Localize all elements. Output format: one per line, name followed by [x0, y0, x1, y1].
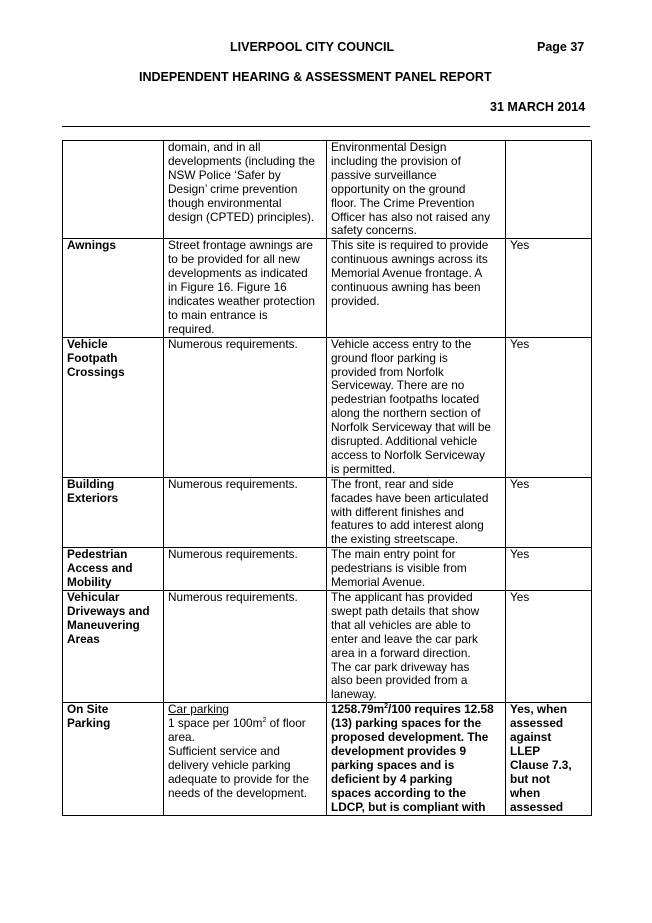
cell-text-line: though environmental [168, 195, 282, 210]
cell-text-line: Officer has also not raised any [331, 209, 491, 224]
cell-text-line: Vehicular [67, 590, 120, 604]
table-row [63, 239, 592, 337]
requirement-cell [164, 141, 327, 239]
cell-text-line: spaces according to the [331, 785, 467, 800]
cell-text-line: The front, rear and side [331, 477, 454, 491]
car-parking-heading: Car parking [168, 702, 229, 717]
cell-text-line: ground floor parking is [331, 350, 448, 365]
table-row [63, 591, 592, 703]
requirement-cell [164, 548, 327, 591]
cell-text-line: Mobility [67, 575, 112, 590]
compliance-cell [506, 239, 592, 337]
cell-text-line: facades have been articulated [331, 490, 489, 505]
cell-text-line: Pedestrian [67, 547, 128, 562]
requirement-cell [164, 239, 327, 337]
table-row [63, 477, 592, 548]
council-name: LIVERPOOL CITY COUNCIL [230, 40, 395, 54]
cell-text-line: Design’ crime prevention [168, 181, 298, 196]
cell-text-line: Vehicle [67, 337, 108, 351]
control-cell [63, 548, 164, 591]
cell-text-line: against [510, 730, 552, 745]
cell-text-line: Maneuvering [67, 617, 140, 632]
cell-text-line: LLEP [510, 743, 541, 758]
cell-text-line: assessed [510, 716, 564, 731]
cell-text-line: Driveways and [67, 603, 150, 618]
compliance-cell [506, 337, 592, 477]
cell-text-line: The main entry point for [331, 547, 456, 562]
cell-text-line: swept path details that show [331, 603, 480, 618]
cell-text-line: to main entrance is [168, 307, 268, 322]
cell-text-line: Numerous requirements. [168, 337, 298, 351]
cell-text-line: access to Norfolk Serviceway [331, 447, 486, 462]
cell-text-line: design (CPTED) principles). [168, 209, 315, 224]
header-divider [62, 126, 590, 127]
cell-text-line: Sufficient service and [168, 743, 280, 758]
cell-text-line: disrupted. Additional vehicle [331, 434, 478, 449]
parking-rate-line: 1 space per $100m^2$ of floor [168, 716, 306, 731]
cell-text-line: needs of the development. [168, 785, 308, 800]
cell-text-line: developments (including the [168, 153, 315, 168]
cell-text-line: provided. [331, 293, 380, 308]
cell-text-line: Awnings [67, 238, 116, 253]
cell-text-line: the existing streetscape. [331, 532, 459, 547]
control-cell [63, 141, 164, 239]
cell-text-line: On Site [67, 702, 109, 717]
cell-text-line: Environmental Design [331, 140, 447, 154]
cell-text-line: when [510, 785, 541, 800]
cell-text-line: Numerous requirements. [168, 547, 298, 562]
parking-calc-line: $1258.79m^2/100$ requires 12.58 [331, 702, 494, 717]
cell-text-line: Yes [510, 590, 530, 604]
cell-text-line: is permitted. [331, 461, 396, 476]
compliance-table [62, 140, 592, 816]
cell-text-line: including the provision of [331, 153, 461, 168]
cell-text-line: Parking [67, 716, 111, 731]
cell-text-line: Memorial Avenue frontage. A [331, 266, 483, 281]
cell-text-line: that all vehicles are able to [331, 617, 471, 632]
cell-text-line: Exteriors [67, 490, 119, 505]
cell-text-line: developments as indicated [168, 266, 308, 281]
cell-text-line: The applicant has provided [331, 590, 473, 604]
requirement-cell [164, 477, 327, 548]
cell-text-line: Serviceway. There are no [331, 378, 465, 393]
control-cell [63, 591, 164, 703]
cell-text-line: parking spaces and is [331, 757, 455, 772]
cell-text-line: (13) parking spaces for the [331, 716, 482, 731]
cell-text-line: area. [168, 730, 195, 745]
cell-text-line: provided from Norfolk [331, 364, 444, 379]
cell-text-line: floor. The Crime Prevention [331, 195, 475, 210]
cell-text-line: to be provided for all new [168, 252, 300, 267]
cell-text-line: Footpath [67, 350, 118, 365]
cell-text-line: Street frontage awnings are [168, 238, 313, 253]
compliance-cell [506, 477, 592, 548]
parking-proposal-cell [327, 703, 506, 815]
compliance-cell [506, 548, 592, 591]
control-cell [63, 337, 164, 477]
cell-text-line: passive surveillance [331, 167, 437, 182]
page-number: Page 37 [537, 40, 585, 54]
cell-text-line: indicates weather protection [168, 293, 315, 308]
table-row [63, 548, 592, 591]
cell-text-line: also been provided from a [331, 673, 468, 688]
report-title: INDEPENDENT HEARING & ASSESSMENT PANEL REPORT [139, 70, 492, 84]
proposal-cell [327, 141, 506, 239]
cell-text-line: continuous awnings across its [331, 252, 488, 267]
cell-text-line: in Figure 16. Figure 16 [168, 280, 287, 295]
cell-text-line: Yes [510, 337, 530, 351]
cell-text-line: Access and [67, 561, 133, 576]
cell-text-line: laneway. [331, 687, 377, 702]
cell-text-line: LDCP, but is compliant with [331, 799, 486, 814]
parking-compliance-cell [506, 703, 592, 815]
cell-text-line: opportunity on the ground [331, 181, 466, 196]
cell-text-line: Crossings [67, 364, 125, 379]
compliance-cell [506, 141, 592, 239]
cell-text-line: enter and leave the car park [331, 631, 478, 646]
cell-text-line: safety concerns. [331, 223, 417, 238]
cell-text-line: This site is required to provide [331, 238, 489, 253]
cell-text-line: pedestrian footpaths located [331, 392, 480, 407]
control-cell [63, 477, 164, 548]
cell-text-line: deficient by 4 parking [331, 771, 453, 786]
cell-text-line: features to add interest along [331, 518, 484, 533]
proposal-cell [327, 239, 506, 337]
cell-text-line: Numerous requirements. [168, 590, 298, 604]
cell-text-line: proposed development. The [331, 730, 489, 745]
proposal-cell [327, 548, 506, 591]
cell-text-line: required. [168, 321, 215, 336]
cell-text-line: NSW Police ‘Safer by [168, 167, 281, 182]
cell-text-line: development provides 9 [331, 743, 467, 758]
cell-text-line: continuous awning has been [331, 280, 481, 295]
cell-text-line: with different finishes and [331, 504, 464, 519]
cell-text-line: Areas [67, 631, 100, 646]
cell-text-line: Memorial Avenue. [331, 575, 426, 590]
cell-text-line: The car park driveway has [331, 659, 470, 674]
table-row [63, 337, 592, 477]
cell-text-line: pedestrians is visible from [331, 561, 467, 576]
cell-text-line: Vehicle access entry to the [331, 337, 472, 351]
cell-text-line: area in a forward direction. [331, 645, 471, 660]
cell-text-line: Building [67, 477, 115, 491]
cell-text-line: Yes [510, 238, 530, 253]
cell-text-line: assessed [510, 799, 564, 814]
requirement-cell [164, 591, 327, 703]
cell-text-line: Numerous requirements. [168, 477, 298, 491]
control-cell [63, 239, 164, 337]
table-row [63, 141, 592, 239]
cell-text-line: Yes, when [510, 702, 568, 717]
proposal-cell [327, 477, 506, 548]
proposal-cell [327, 591, 506, 703]
report-date: 31 MARCH 2014 [490, 100, 586, 114]
cell-text-line: along the northern section of [331, 406, 481, 421]
cell-text-line: Clause 7.3, [510, 757, 572, 772]
parking-requirement-cell [164, 703, 327, 815]
cell-text-line: but not [510, 771, 550, 786]
parking-control-cell [63, 703, 164, 815]
proposal-cell [327, 337, 506, 477]
cell-text-line: adequate to provide for the [168, 771, 310, 786]
requirement-cell [164, 337, 327, 477]
table-row [63, 703, 592, 815]
cell-text-line: domain, and in all [168, 140, 261, 154]
cell-text-line: Norfolk Serviceway that will be [331, 420, 491, 435]
compliance-cell [506, 591, 592, 703]
cell-text-line: Yes [510, 477, 530, 491]
cell-text-line: delivery vehicle parking [168, 757, 291, 772]
cell-text-line: Yes [510, 547, 530, 562]
